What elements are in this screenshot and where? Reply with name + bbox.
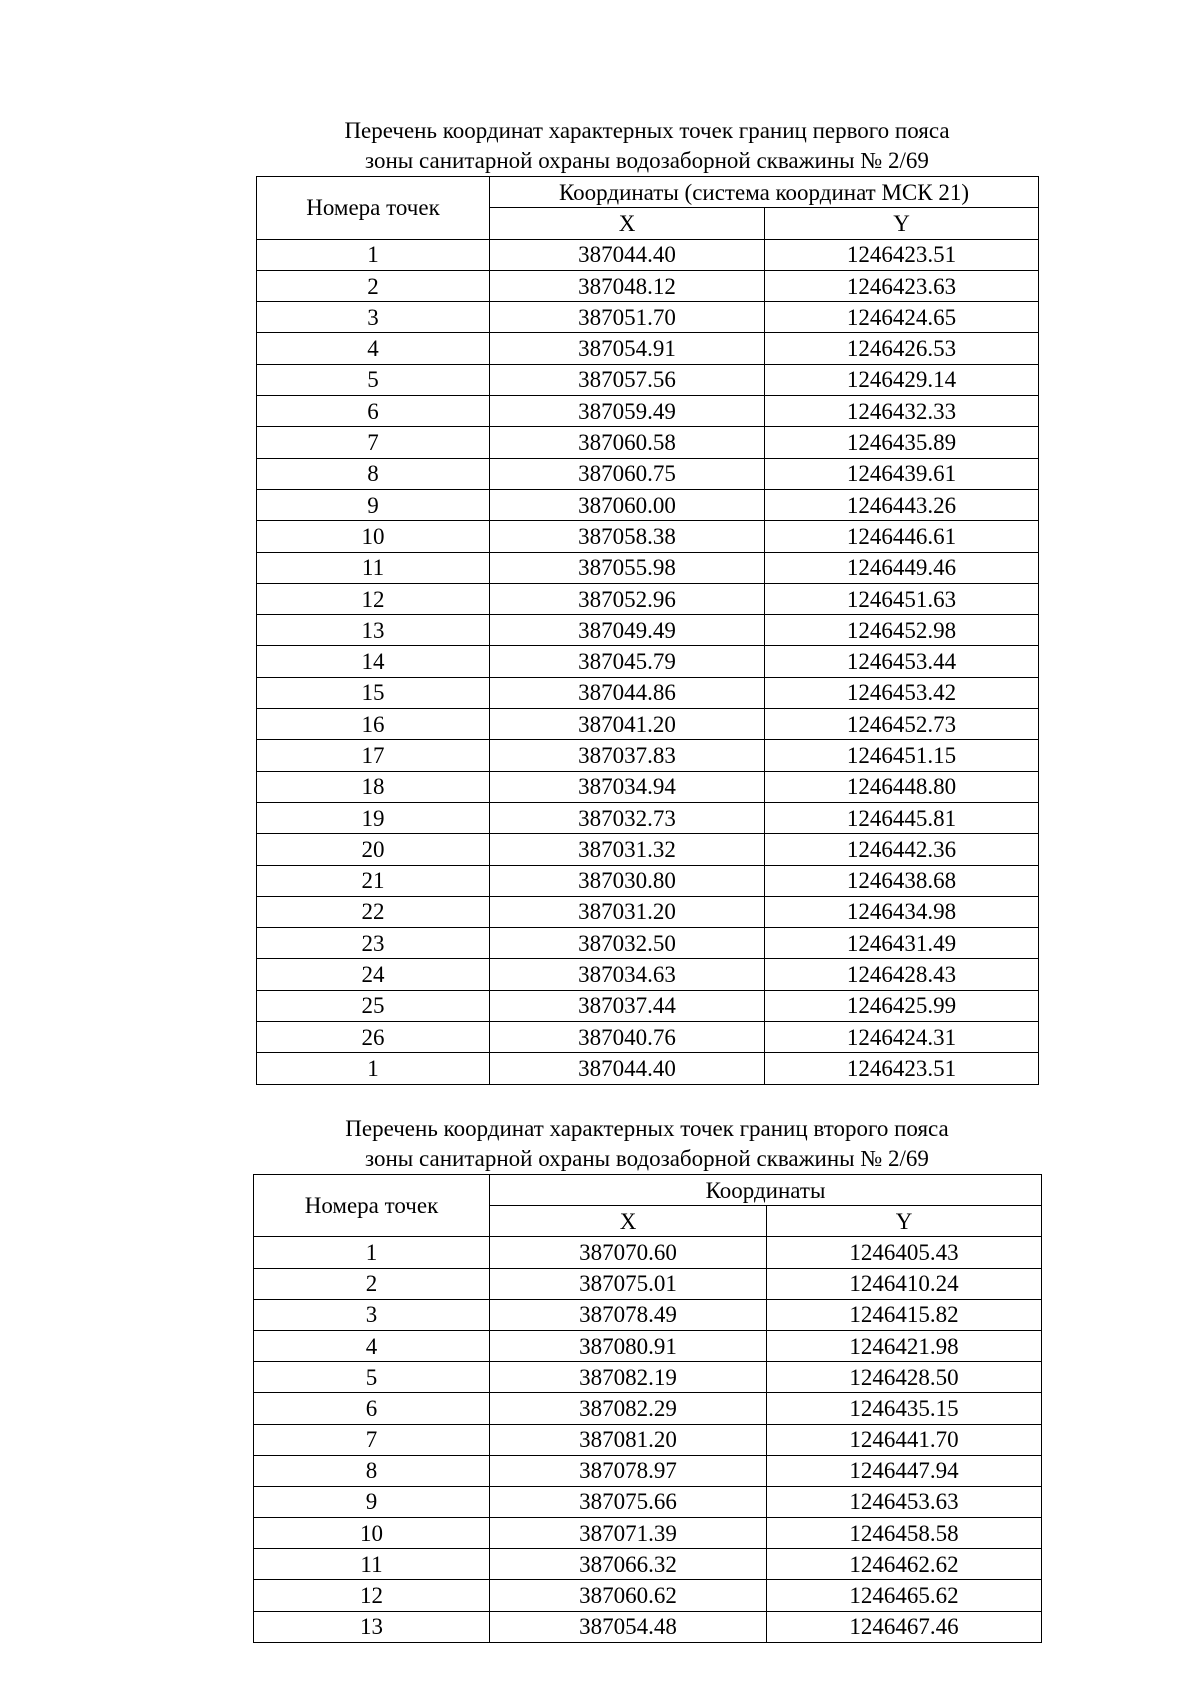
table-row [254, 1362, 1042, 1393]
table-row [257, 270, 1039, 301]
coordinates-table-first-belt [256, 176, 1039, 1085]
y-coordinate-cell: 1246429.14 [765, 364, 1039, 395]
point-number-cell: 14 [257, 646, 490, 677]
x-coordinate-cell: 387059.49 [490, 396, 765, 427]
header-coordinates: Координаты [490, 1175, 1042, 1206]
table-row [254, 1330, 1042, 1361]
y-coordinate-cell: 1246435.89 [765, 427, 1039, 458]
point-number-cell: 8 [257, 458, 490, 489]
table-row [257, 740, 1039, 771]
header-y: Y [767, 1206, 1042, 1237]
table-row [254, 1268, 1042, 1299]
x-coordinate-cell: 387082.29 [490, 1393, 767, 1424]
y-coordinate-cell: 1246405.43 [767, 1237, 1042, 1268]
header-y: Y [765, 208, 1039, 239]
y-coordinate-cell: 1246449.46 [765, 552, 1039, 583]
y-coordinate-cell: 1246423.51 [765, 239, 1039, 270]
table-row [257, 364, 1039, 395]
header-x: X [490, 1206, 767, 1237]
x-coordinate-cell: 387054.91 [490, 333, 765, 364]
x-coordinate-cell: 387044.86 [490, 677, 765, 708]
point-number-cell: 17 [257, 740, 490, 771]
table-row [257, 834, 1039, 865]
y-coordinate-cell: 1246451.63 [765, 583, 1039, 614]
point-number-cell: 24 [257, 959, 490, 990]
x-coordinate-cell: 387080.91 [490, 1330, 767, 1361]
point-number-cell: 18 [257, 771, 490, 802]
y-coordinate-cell: 1246446.61 [765, 521, 1039, 552]
point-number-cell: 5 [257, 364, 490, 395]
y-coordinate-cell: 1246443.26 [765, 489, 1039, 520]
table-row [257, 959, 1039, 990]
table-row [257, 771, 1039, 802]
x-coordinate-cell: 387055.98 [490, 552, 765, 583]
x-coordinate-cell: 387037.44 [490, 990, 765, 1021]
x-coordinate-cell: 387054.48 [490, 1611, 767, 1642]
table-row [257, 646, 1039, 677]
y-coordinate-cell: 1246435.15 [767, 1393, 1042, 1424]
y-coordinate-cell: 1246432.33 [765, 396, 1039, 427]
table-row [257, 615, 1039, 646]
point-number-cell: 12 [254, 1580, 490, 1611]
point-number-cell: 16 [257, 709, 490, 740]
table-body [254, 1237, 1042, 1642]
y-coordinate-cell: 1246453.44 [765, 646, 1039, 677]
table-row [257, 239, 1039, 270]
table-row [254, 1299, 1042, 1330]
y-coordinate-cell: 1246467.46 [767, 1611, 1042, 1642]
point-number-cell: 26 [257, 1022, 490, 1053]
table-row [257, 865, 1039, 896]
x-coordinate-cell: 387044.40 [490, 239, 765, 270]
table-row [254, 1393, 1042, 1424]
point-number-cell: 1 [257, 239, 490, 270]
y-coordinate-cell: 1246465.62 [767, 1580, 1042, 1611]
point-number-cell: 6 [254, 1393, 490, 1424]
header-point-numbers: Номера точек [254, 1175, 490, 1237]
table-row [254, 1518, 1042, 1549]
table-row [254, 1549, 1042, 1580]
point-number-cell: 13 [257, 615, 490, 646]
y-coordinate-cell: 1246428.43 [765, 959, 1039, 990]
point-number-cell: 21 [257, 865, 490, 896]
x-coordinate-cell: 387031.32 [490, 834, 765, 865]
table-row [257, 427, 1039, 458]
point-number-cell: 20 [257, 834, 490, 865]
table-row [257, 928, 1039, 959]
table-row [257, 458, 1039, 489]
x-coordinate-cell: 387048.12 [490, 270, 765, 301]
x-coordinate-cell: 387070.60 [490, 1237, 767, 1268]
y-coordinate-cell: 1246415.82 [767, 1299, 1042, 1330]
x-coordinate-cell: 387031.20 [490, 896, 765, 927]
table-row [254, 1580, 1042, 1611]
y-coordinate-cell: 1246410.24 [767, 1268, 1042, 1299]
y-coordinate-cell: 1246448.80 [765, 771, 1039, 802]
x-coordinate-cell: 387052.96 [490, 583, 765, 614]
point-number-cell: 12 [257, 583, 490, 614]
point-number-cell: 3 [257, 302, 490, 333]
point-number-cell: 8 [254, 1455, 490, 1486]
point-number-cell: 13 [254, 1611, 490, 1642]
table-row [254, 1611, 1042, 1642]
x-coordinate-cell: 387060.75 [490, 458, 765, 489]
point-number-cell: 23 [257, 928, 490, 959]
x-coordinate-cell: 387051.70 [490, 302, 765, 333]
point-number-cell: 10 [257, 521, 490, 552]
x-coordinate-cell: 387078.49 [490, 1299, 767, 1330]
point-number-cell: 1 [254, 1237, 490, 1268]
table-body [257, 239, 1039, 1084]
coordinates-section-second-belt [253, 1114, 1041, 1643]
section-title-line-1: Перечень координат характерных точек границ первого пояса [344, 118, 950, 143]
y-coordinate-cell: 1246425.99 [765, 990, 1039, 1021]
section-title-line-2: зоны санитарной охраны водозаборной скважины № 2/69 [365, 1146, 929, 1171]
point-number-cell: 10 [254, 1518, 490, 1549]
point-number-cell: 6 [257, 396, 490, 427]
table-row [257, 552, 1039, 583]
y-coordinate-cell: 1246445.81 [765, 802, 1039, 833]
x-coordinate-cell: 387075.01 [490, 1268, 767, 1299]
x-coordinate-cell: 387078.97 [490, 1455, 767, 1486]
table-row [254, 1237, 1042, 1268]
x-coordinate-cell: 387066.32 [490, 1549, 767, 1580]
x-coordinate-cell: 387037.83 [490, 740, 765, 771]
table-row [254, 1424, 1042, 1455]
x-coordinate-cell: 387041.20 [490, 709, 765, 740]
point-number-cell: 4 [254, 1330, 490, 1361]
point-number-cell: 11 [254, 1549, 490, 1580]
x-coordinate-cell: 387082.19 [490, 1362, 767, 1393]
point-number-cell: 7 [254, 1424, 490, 1455]
y-coordinate-cell: 1246428.50 [767, 1362, 1042, 1393]
point-number-cell: 5 [254, 1362, 490, 1393]
table-row [257, 583, 1039, 614]
y-coordinate-cell: 1246453.63 [767, 1486, 1042, 1517]
x-coordinate-cell: 387032.73 [490, 802, 765, 833]
y-coordinate-cell: 1246458.58 [767, 1518, 1042, 1549]
x-coordinate-cell: 387057.56 [490, 364, 765, 395]
x-coordinate-cell: 387060.00 [490, 489, 765, 520]
table-row [257, 333, 1039, 364]
x-coordinate-cell: 387040.76 [490, 1022, 765, 1053]
point-number-cell: 22 [257, 896, 490, 927]
point-number-cell: 2 [257, 270, 490, 301]
y-coordinate-cell: 1246424.65 [765, 302, 1039, 333]
y-coordinate-cell: 1246431.49 [765, 928, 1039, 959]
x-coordinate-cell: 387058.38 [490, 521, 765, 552]
table-row [257, 1022, 1039, 1053]
x-coordinate-cell: 387075.66 [490, 1486, 767, 1517]
x-coordinate-cell: 387034.63 [490, 959, 765, 990]
y-coordinate-cell: 1246421.98 [767, 1330, 1042, 1361]
x-coordinate-cell: 387071.39 [490, 1518, 767, 1549]
y-coordinate-cell: 1246423.51 [765, 1053, 1039, 1084]
point-number-cell: 9 [254, 1486, 490, 1517]
header-point-numbers: Номера точек [257, 177, 490, 240]
x-coordinate-cell: 387081.20 [490, 1424, 767, 1455]
y-coordinate-cell: 1246451.15 [765, 740, 1039, 771]
y-coordinate-cell: 1246424.31 [765, 1022, 1039, 1053]
x-coordinate-cell: 387060.58 [490, 427, 765, 458]
coordinates-table-second-belt [253, 1174, 1042, 1643]
x-coordinate-cell: 387044.40 [490, 1053, 765, 1084]
y-coordinate-cell: 1246423.63 [765, 270, 1039, 301]
y-coordinate-cell: 1246434.98 [765, 896, 1039, 927]
point-number-cell: 3 [254, 1299, 490, 1330]
x-coordinate-cell: 387030.80 [490, 865, 765, 896]
point-number-cell: 1 [257, 1053, 490, 1084]
y-coordinate-cell: 1246452.73 [765, 709, 1039, 740]
table-row [257, 489, 1039, 520]
point-number-cell: 9 [257, 489, 490, 520]
x-coordinate-cell: 387060.62 [490, 1580, 767, 1611]
point-number-cell: 4 [257, 333, 490, 364]
y-coordinate-cell: 1246439.61 [765, 458, 1039, 489]
coordinates-section-first-belt [256, 116, 1038, 1085]
x-coordinate-cell: 387032.50 [490, 928, 765, 959]
header-x: X [490, 208, 765, 239]
table-row [257, 896, 1039, 927]
point-number-cell: 25 [257, 990, 490, 1021]
point-number-cell: 19 [257, 802, 490, 833]
section-title-line-1: Перечень координат характерных точек границ второго пояса [345, 1116, 949, 1141]
table-row [257, 1053, 1039, 1084]
y-coordinate-cell: 1246462.62 [767, 1549, 1042, 1580]
y-coordinate-cell: 1246426.53 [765, 333, 1039, 364]
y-coordinate-cell: 1246453.42 [765, 677, 1039, 708]
y-coordinate-cell: 1246438.68 [765, 865, 1039, 896]
header-coordinates: Координаты (система координат МСК 21) [490, 177, 1039, 208]
table-row [257, 990, 1039, 1021]
table-row [257, 302, 1039, 333]
table-row [254, 1486, 1042, 1517]
section-title-line-2: зоны санитарной охраны водозаборной скважины № 2/69 [365, 148, 929, 173]
y-coordinate-cell: 1246442.36 [765, 834, 1039, 865]
x-coordinate-cell: 387049.49 [490, 615, 765, 646]
table-row [257, 396, 1039, 427]
table-row [254, 1455, 1042, 1486]
point-number-cell: 2 [254, 1268, 490, 1299]
y-coordinate-cell: 1246447.94 [767, 1455, 1042, 1486]
point-number-cell: 7 [257, 427, 490, 458]
point-number-cell: 11 [257, 552, 490, 583]
table-row [257, 521, 1039, 552]
x-coordinate-cell: 387034.94 [490, 771, 765, 802]
point-number-cell: 15 [257, 677, 490, 708]
table-row [257, 677, 1039, 708]
y-coordinate-cell: 1246452.98 [765, 615, 1039, 646]
x-coordinate-cell: 387045.79 [490, 646, 765, 677]
y-coordinate-cell: 1246441.70 [767, 1424, 1042, 1455]
table-row [257, 709, 1039, 740]
table-row [257, 802, 1039, 833]
